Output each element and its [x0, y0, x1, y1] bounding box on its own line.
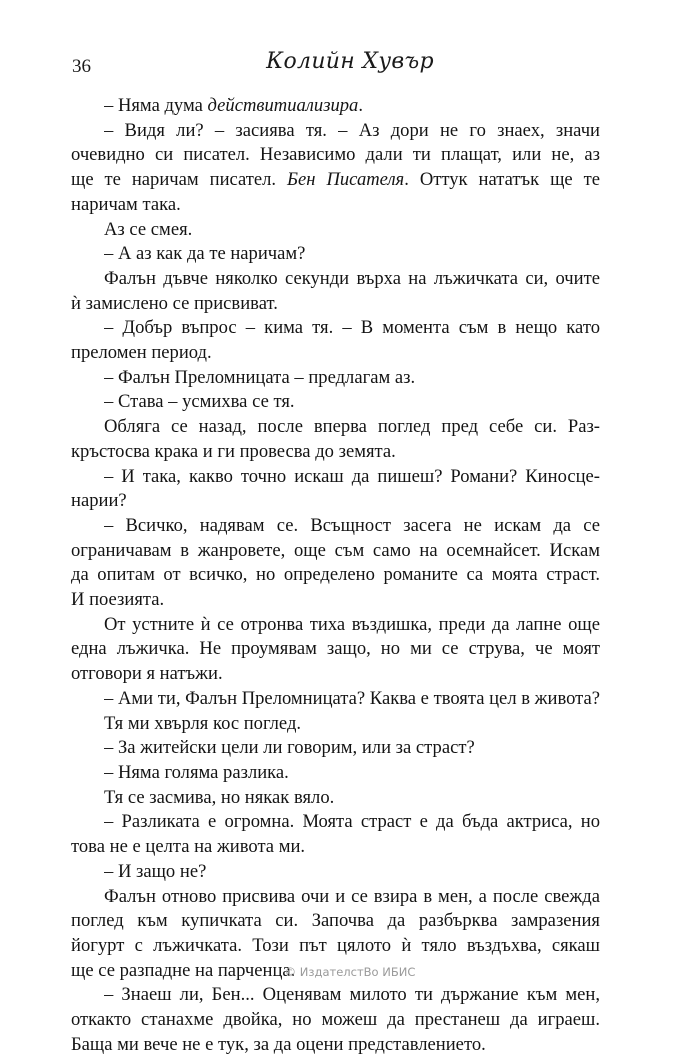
text-line — [71, 563, 600, 588]
text-line-content: – И защо не? — [104, 860, 207, 882]
text-line — [104, 415, 600, 440]
text-line — [104, 390, 600, 415]
text-line — [71, 143, 600, 168]
italic-term: Бен Писателя — [287, 169, 405, 191]
text-line-content: Аз се смея. — [104, 218, 193, 240]
text-line-content: преломен период. — [71, 342, 212, 364]
text-line-content: отговори я натъжи. — [71, 663, 223, 685]
text-line — [71, 1008, 600, 1033]
page-number: 36 — [72, 56, 91, 77]
text-line — [71, 292, 600, 317]
text-line — [104, 119, 600, 144]
text-line-content: Тя се засмива, но някак вяло. — [104, 786, 335, 808]
text-line — [71, 489, 600, 514]
text-line-content: – Добър въпрос – кима тя. – В момента съм в нещо като — [104, 317, 600, 339]
text-line — [71, 1033, 600, 1057]
text-line-content: очевидно си писател. Независимо дали ти плащат, или не, аз — [71, 144, 600, 166]
text-line-content: И поезията. — [71, 589, 165, 611]
text-line-content: ограничавам в жанровете, още съм само на осемнайсет. Искам — [71, 539, 600, 561]
text-line — [104, 761, 600, 786]
text-line-content: – Фалън Преломницата – предлагам аз. — [104, 366, 416, 388]
text-line-content: – Става – усмихва се тя. — [104, 391, 295, 413]
text-line-content: – Няма дума — [104, 95, 208, 116]
text-line-content: – Всичко, надявам се. Всъщност засега не искам да се — [104, 514, 600, 536]
text-line-content: ще те наричам писател. — [71, 169, 288, 191]
text-line — [104, 810, 600, 835]
text-line — [104, 267, 600, 292]
text-line-content: кръстосва крака и ги провесва до земята. — [71, 440, 396, 462]
text-line-content: – Няма голяма разлика. — [104, 761, 289, 783]
text-line-content: поглед към купичката си. Започва да разбърква замразения — [71, 910, 600, 932]
text-line-content: – А аз как да те наричам? — [104, 243, 306, 265]
text-line-content: да опитам от всичко, но определено романите са моята страст. — [71, 564, 600, 586]
text-line — [104, 786, 600, 811]
text-line — [104, 218, 600, 243]
text-line-content: – И така, какво точно искаш да пишеш? Романи? Киносце- — [104, 465, 600, 487]
text-line — [71, 341, 600, 366]
text-line — [71, 637, 600, 662]
text-line-content: ще се разпадне на парченца. — [71, 959, 296, 981]
text-line — [104, 983, 600, 1008]
text-line — [71, 168, 600, 193]
text-line — [71, 539, 600, 564]
text-line — [104, 242, 600, 267]
text-line-content: – Разликата е огромна. Моята страст е да бъда актриса, но — [104, 811, 600, 833]
text-line-content: От устните ѝ се отронва тиха въздишка, преди да лапне още — [104, 613, 600, 635]
text-line-content: наричам така. — [71, 193, 181, 215]
text-line — [104, 465, 600, 490]
text-line-content: Баща ми вече не е тук, за да оцени представлението. — [71, 1033, 486, 1055]
text-line — [104, 366, 600, 391]
body-text — [71, 94, 600, 1057]
text-line — [104, 885, 600, 910]
text-line-content: – Видя ли? – засиява тя. – Аз дори не го знаех, значи — [104, 119, 600, 141]
text-line — [104, 712, 600, 737]
italic-term: действитиализира — [207, 95, 359, 116]
text-line — [71, 934, 600, 959]
text-line — [104, 514, 600, 539]
text-line-continuation: . Оттук нататък ще те — [404, 169, 600, 191]
text-line-content: Фалън отново присвива очи и се взира в мен, а после свежда — [104, 885, 600, 907]
text-line-content: йогурт с лъжичката. Този път цялото ѝ тяло въздъхва, сякаш — [71, 934, 600, 956]
text-line — [71, 440, 600, 465]
text-line-continuation: . — [358, 95, 363, 116]
text-line — [104, 94, 600, 119]
text-line-content: това не е целта на живота ми. — [71, 836, 306, 858]
text-line-content: – Ами ти, Фалън Преломницата? Каква е твоята цел в живота? — [104, 687, 600, 709]
text-line-content: откакто станахме двойка, но можеш да престанеш да играеш. — [71, 1009, 600, 1031]
text-line — [104, 613, 600, 638]
text-line — [71, 835, 600, 860]
running-head-author: Колийн Хувър — [266, 49, 434, 74]
text-line-content: Фалън дъвче няколко секунди върха на лъжичката си, очите — [104, 267, 600, 289]
text-line — [71, 193, 600, 218]
footer-copyright: © ИздателстВо ИБИС — [284, 965, 416, 979]
text-line — [71, 662, 600, 687]
text-line-content: една лъжичка. Не проумявам защо, но ми се струва, че моят — [71, 638, 600, 660]
text-line-content: ѝ замислено се присвиват. — [71, 292, 278, 314]
text-line-content: Обляга се назад, после вперва поглед пред себе си. Раз- — [104, 416, 600, 438]
text-line — [104, 687, 600, 712]
text-line-content: нарии? — [71, 490, 127, 512]
text-line-content: – За житейски цели ли говорим, или за страст? — [104, 737, 475, 759]
text-line — [104, 736, 600, 761]
text-line — [104, 860, 600, 885]
text-line-content: Тя ми хвърля кос поглед. — [104, 712, 302, 734]
text-line — [71, 909, 600, 934]
text-line — [104, 316, 600, 341]
text-line-content: – Знаеш ли, Бен... Оценявам милото ти държание към мен, — [104, 984, 600, 1006]
text-line — [71, 588, 600, 613]
